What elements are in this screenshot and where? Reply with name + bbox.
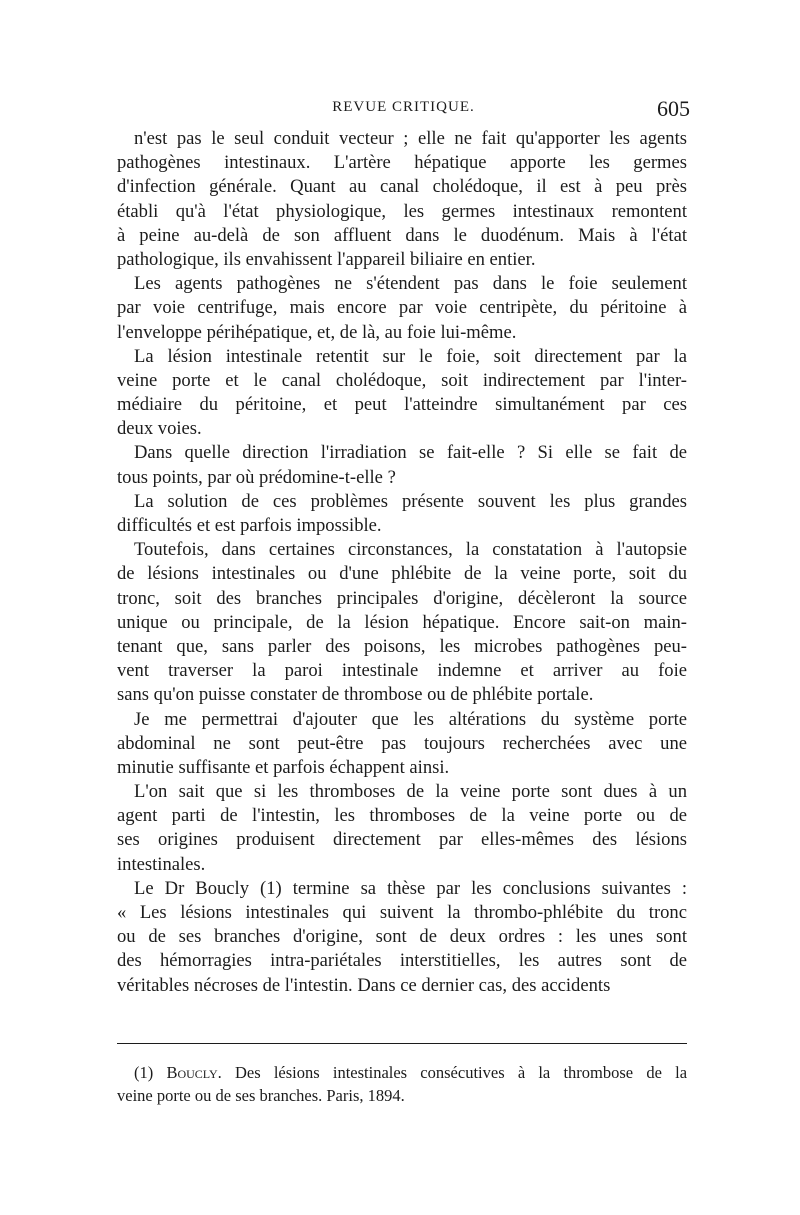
text-line: tronc, soit des branches principales d'origine, décèleront la source: [117, 587, 687, 609]
footnote-line: veine porte ou de ses branches. Paris, 1894.: [117, 1085, 405, 1105]
text-line: tenant que, sans parler des poisons, les microbes pathogènes peu-: [117, 635, 687, 657]
text-line: intestinales.: [117, 853, 206, 875]
text-line: des hémorragies intra-pariétales interstitielles, les autres sont de: [117, 950, 687, 972]
text-line: La solution de ces problèmes présente souvent les plus grandes: [134, 490, 687, 512]
text-line: Toutefois, dans certaines circonstances, la constatation à l'autopsie: [134, 539, 687, 561]
paragraph: [117, 441, 687, 489]
body-text: [117, 127, 687, 998]
paragraph: [117, 780, 687, 877]
paragraph: [117, 127, 687, 272]
text-line: ses origines produisent directement par elles-mêmes des lésions: [117, 829, 687, 851]
text-line: veine porte et le canal cholédoque, soit indirectement par l'inter-: [117, 369, 687, 391]
footnote-marker: (1): [134, 1063, 154, 1082]
text-line: par voie centrifuge, mais encore par voie centripète, du péritoine à: [117, 297, 687, 319]
text-line: La lésion intestinale retentit sur le foie, soit directement par la: [134, 345, 687, 367]
text-line: établi qu'à l'état physiologique, les germes intestinaux remontent: [117, 200, 687, 222]
running-title: REVUE CRITIQUE.: [332, 99, 475, 115]
text-line: agent parti de l'intestin, les thromboses de la veine porte ou de: [117, 805, 687, 827]
text-line: Dans quelle direction l'irradiation se fait-elle ? Si elle se fait de: [134, 442, 687, 464]
page-number: 605: [657, 96, 690, 121]
text-line: vent traverser la paroi intestinale indemne et arriver au foie: [117, 660, 687, 682]
text-line: l'enveloppe périhépatique, et, de là, au foie lui-même.: [117, 321, 517, 343]
footnote-title: Des lésions intestinales consécutives à la thrombose de la: [234, 1063, 688, 1082]
paragraph: [117, 272, 687, 345]
text-line: à peine au-delà de son affluent dans le duodénum. Mais à l'état: [117, 224, 687, 246]
text-line: Je me permettrai d'ajouter que les altérations du système porte: [134, 708, 687, 730]
paragraph: [117, 345, 687, 442]
text-line: d'infection générale. Quant au canal cholédoque, il est à peu près: [117, 176, 687, 198]
paragraph: [117, 538, 687, 707]
text-line: abdominal ne sont peut-être pas toujours recherchées avec une: [117, 732, 687, 754]
paragraph: [117, 708, 687, 781]
text-line: minutie suffisante et parfois échappent ainsi.: [117, 756, 450, 778]
text-line: ou de ses branches d'origine, sont de deux ordres : les unes sont: [117, 926, 687, 948]
text-line: L'on sait que si les thromboses de la veine porte sont dues à un: [134, 781, 687, 803]
text-line: de lésions intestinales ou d'une phlébite de la veine porte, soit du: [117, 563, 687, 585]
text-line: Le Dr Boucly (1) termine sa thèse par les conclusions suivantes :: [134, 877, 687, 899]
footnote: [117, 1062, 687, 1107]
text-line: unique ou principale, de la lésion hépatique. Encore sait-on main-: [117, 611, 687, 633]
text-line: médiaire du péritoine, et peut l'atteindre simultanément par ces: [117, 394, 687, 416]
text-line: véritables nécroses de l'intestin. Dans ce dernier cas, des accidents: [117, 974, 611, 996]
text-line: pathologique, ils envahissent l'appareil biliaire en entier.: [117, 248, 536, 270]
text-line: pathogènes intestinaux. L'artère hépatique apporte les germes: [117, 152, 687, 174]
text-line: tous points, par où prédomine-t-elle ?: [117, 466, 396, 488]
text-line: sans qu'on puisse constater de thrombose ou de phlébite portale.: [117, 684, 594, 706]
text-line: difficultés et est parfois impossible.: [117, 515, 382, 536]
text-line: Les agents pathogènes ne s'étendent pas dans le foie seulement: [134, 273, 687, 295]
paragraph: [117, 490, 687, 538]
page-header: [117, 96, 690, 122]
footnote-author: Boucly.: [166, 1063, 222, 1082]
footnote-separator: [117, 1043, 687, 1044]
text-line: n'est pas le seul conduit vecteur ; elle ne fait qu'apporter les agents: [134, 128, 687, 149]
text-line: « Les lésions intestinales qui suivent la thrombo-phlébite du tronc: [117, 902, 687, 923]
footnote-line: [117, 1062, 687, 1085]
paragraph: [117, 877, 687, 998]
text-line: deux voies.: [117, 418, 202, 440]
